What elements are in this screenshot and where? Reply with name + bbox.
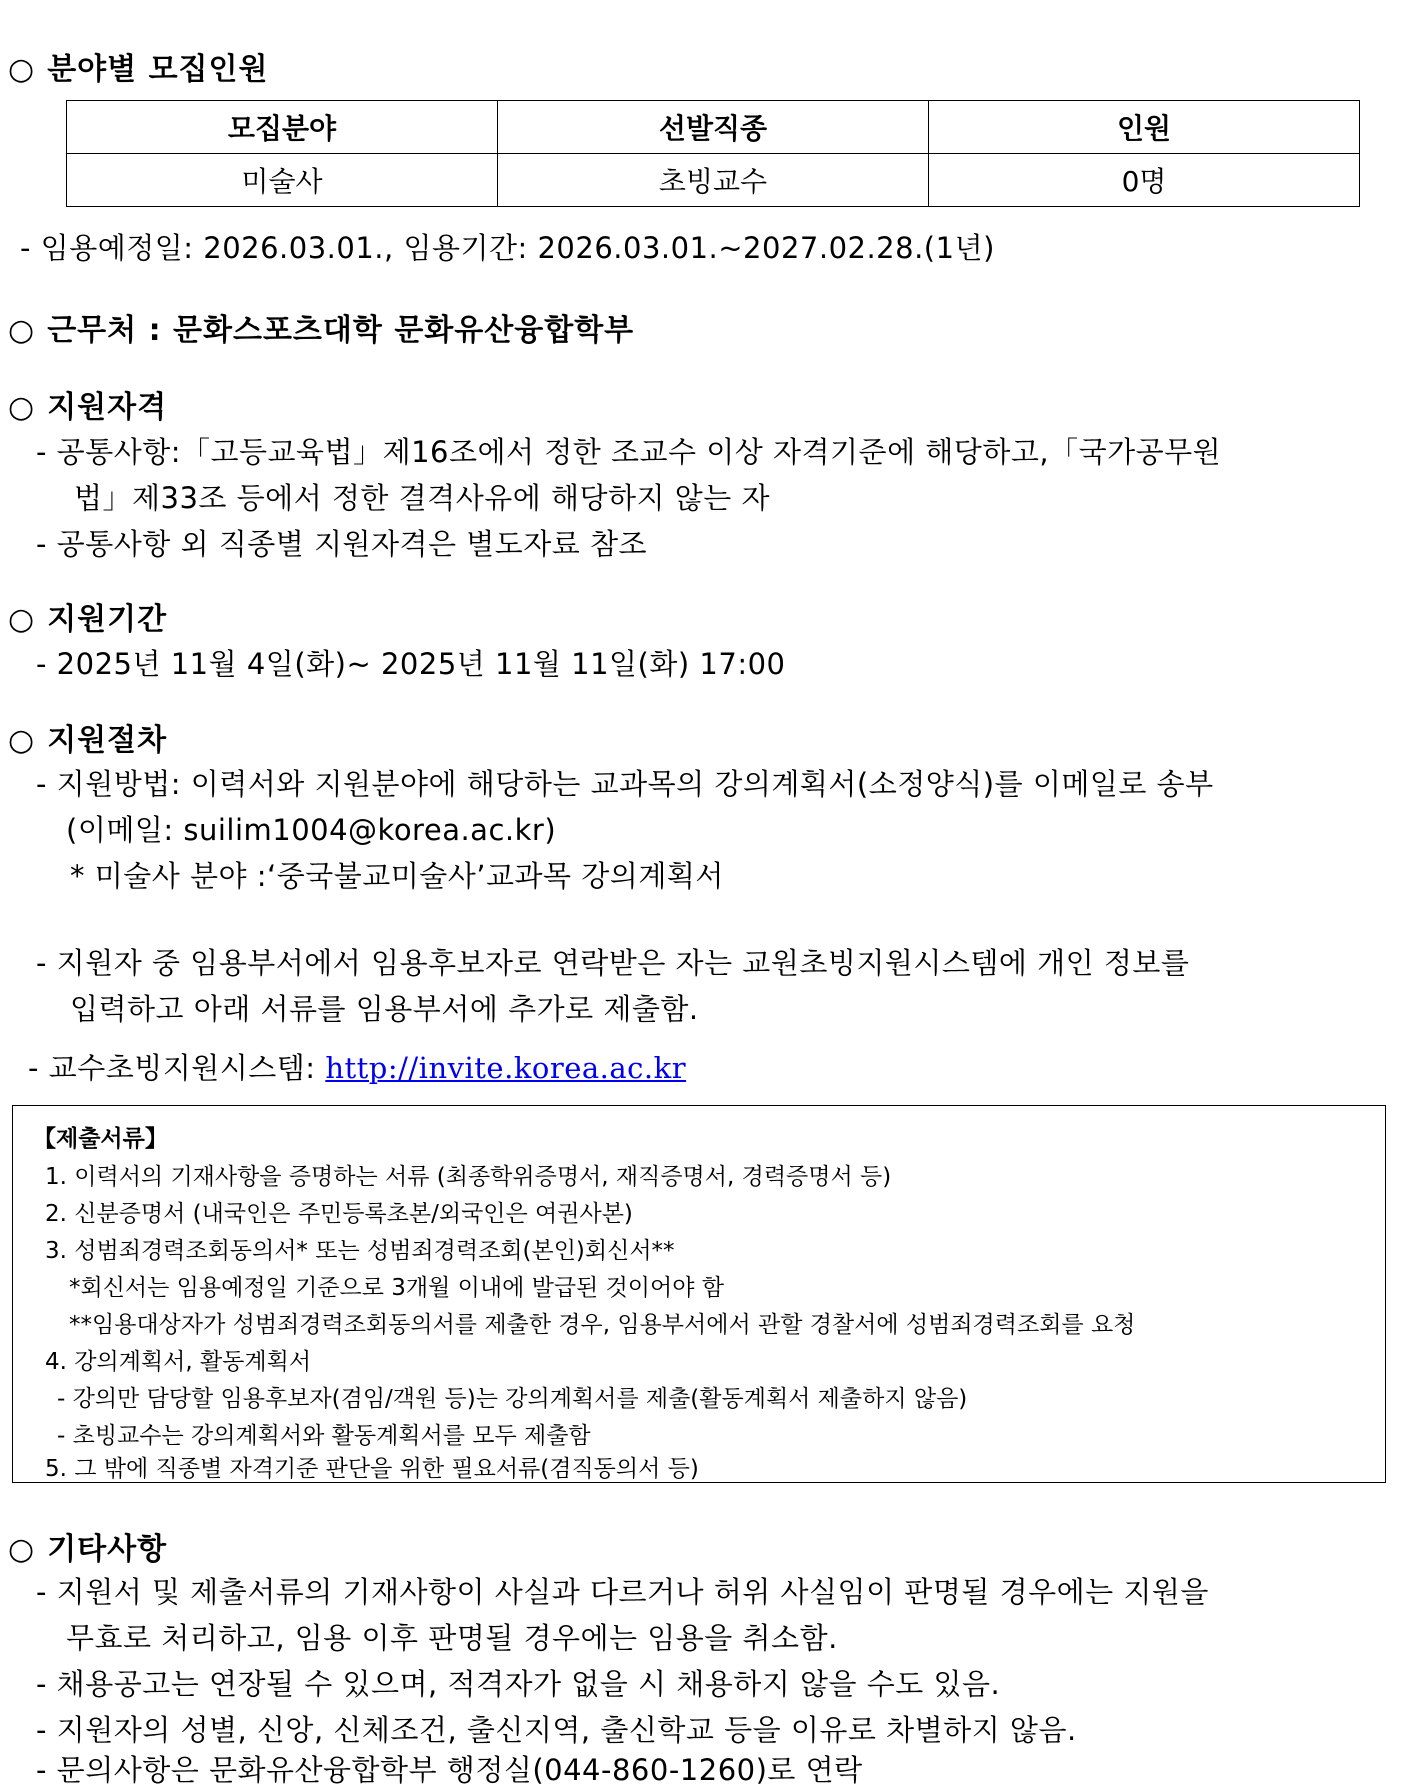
section-title: 기타사항 bbox=[47, 1532, 168, 1567]
section-qualification-heading bbox=[8, 382, 167, 426]
table-header: 인원 bbox=[929, 101, 1360, 154]
etc-line: - 지원자의 성별, 신앙, 신체조건, 출신지역, 출신학교 등을 이유로 차별하지 않음. bbox=[36, 1713, 1077, 1747]
system-line bbox=[28, 1046, 686, 1087]
recruit-table bbox=[66, 100, 1360, 207]
document-item: 5. 그 밖에 직종별 자격기준 판단을 위한 필요서류(겸직동의서 등) bbox=[45, 1456, 699, 1482]
circle-bullet-icon: ○ bbox=[8, 602, 36, 637]
section-etc-heading bbox=[8, 1524, 167, 1568]
documents-title: 【제출서류】 bbox=[33, 1126, 168, 1152]
document-item: 4. 강의계획서, 활동계획서 bbox=[45, 1349, 312, 1375]
section-title: 지원절차 bbox=[47, 723, 168, 758]
procedure-note-line: * 미술사 분야 :‘중국불교미술사’교과목 강의계획서 bbox=[70, 859, 724, 893]
table-cell: 초빙교수 bbox=[498, 154, 929, 207]
section-procedure-heading bbox=[8, 715, 167, 759]
table-header: 모집분야 bbox=[67, 101, 498, 154]
procedure-line: - 지원자 중 임용부서에서 임용후보자로 연락받은 자는 교원초빙지원시스템에 개인 정보를 bbox=[36, 946, 1190, 980]
procedure-line: - 지원방법: 이력서와 지원분야에 해당하는 교과목의 강의계획서(소정양식)를 이메일로 송부 bbox=[36, 767, 1214, 801]
qualification-line: - 공통사항:「고등교육법」제16조에서 정한 조교수 이상 자격기준에 해당하고,「국가공무원 bbox=[36, 435, 1222, 469]
section-workplace-heading bbox=[8, 305, 634, 349]
procedure-email-line: (이메일: suilim1004@korea.ac.kr) bbox=[66, 813, 557, 847]
circle-bullet-icon: ○ bbox=[8, 1532, 36, 1567]
appointment-line: - 임용예정일: 2026.03.01., 임용기간: 2026.03.01.~2027.02.28.(1년) bbox=[20, 231, 995, 265]
table-header-row bbox=[67, 101, 1360, 154]
section-title: 분야별 모집인원 bbox=[47, 52, 269, 87]
document-item: 1. 이력서의 기재사항을 증명하는 서류 (최종학위증명서, 재직증명서, 경력증명서 등) bbox=[45, 1164, 892, 1190]
circle-bullet-icon: ○ bbox=[8, 313, 36, 348]
circle-bullet-icon: ○ bbox=[8, 52, 36, 87]
document-item: 3. 성범죄경력조회동의서* 또는 성범죄경력조회(본인)회신서** bbox=[45, 1238, 675, 1264]
qualification-line: - 공통사항 외 직종별 지원자격은 별도자료 참조 bbox=[36, 527, 648, 561]
document-item: 2. 신분증명서 (내국인은 주민등록초본/외국인은 여권사본) bbox=[45, 1201, 633, 1227]
section-title: 근무처 : 문화스포츠대학 문화유산융합학부 bbox=[47, 313, 635, 348]
period-line: - 2025년 11월 4일(화)~ 2025년 11월 11일(화) 17:00 bbox=[36, 647, 786, 681]
document-subitem: - 강의만 담당할 임용후보자(겸임/객원 등)는 강의계획서를 제출(활동계획서 제출하지 않음) bbox=[57, 1386, 968, 1412]
etc-line: - 채용공고는 연장될 수 있으며, 적격자가 없을 시 채용하지 않을 수도 있음. bbox=[36, 1667, 1001, 1701]
etc-line: - 지원서 및 제출서류의 기재사항이 사실과 다르거나 허위 사실임이 판명될 경우에는 지원을 bbox=[36, 1575, 1209, 1609]
system-label: - 교수초빙지원시스템: bbox=[28, 1051, 316, 1085]
etc-line: - 문의사항은 문화유산융합학부 행정실(044-860-1260)로 연락 bbox=[36, 1753, 863, 1787]
document-note: **임용대상자가 성범죄경력조회동의서를 제출한 경우, 임용부서에서 관할 경찰서에 성범죄경력조회를 요청 bbox=[69, 1312, 1136, 1338]
circle-bullet-icon: ○ bbox=[8, 390, 36, 425]
document-subitem: - 초빙교수는 강의계획서와 활동계획서를 모두 제출함 bbox=[57, 1423, 591, 1449]
section-title: 지원기간 bbox=[47, 602, 168, 637]
section-recruit-heading bbox=[8, 44, 269, 88]
document-note: *회신서는 임용예정일 기준으로 3개월 이내에 발급된 것이어야 함 bbox=[69, 1275, 724, 1301]
documents-box bbox=[12, 1105, 1386, 1483]
etc-line: 무효로 처리하고, 임용 이후 판명될 경우에는 임용을 취소함. bbox=[66, 1621, 838, 1655]
qualification-line: 법」제33조 등에서 정한 결격사유에 해당하지 않는 자 bbox=[74, 481, 770, 515]
section-period-heading bbox=[8, 594, 167, 638]
procedure-line: 입력하고 아래 서류를 임용부서에 추가로 제출함. bbox=[70, 992, 699, 1026]
table-row bbox=[67, 154, 1360, 207]
circle-bullet-icon: ○ bbox=[8, 723, 36, 758]
table-header: 선발직종 bbox=[498, 101, 929, 154]
section-title: 지원자격 bbox=[47, 390, 168, 425]
system-link[interactable]: http://invite.korea.ac.kr bbox=[325, 1051, 687, 1085]
table-cell: 미술사 bbox=[67, 154, 498, 207]
table-cell: 0명 bbox=[929, 154, 1360, 207]
